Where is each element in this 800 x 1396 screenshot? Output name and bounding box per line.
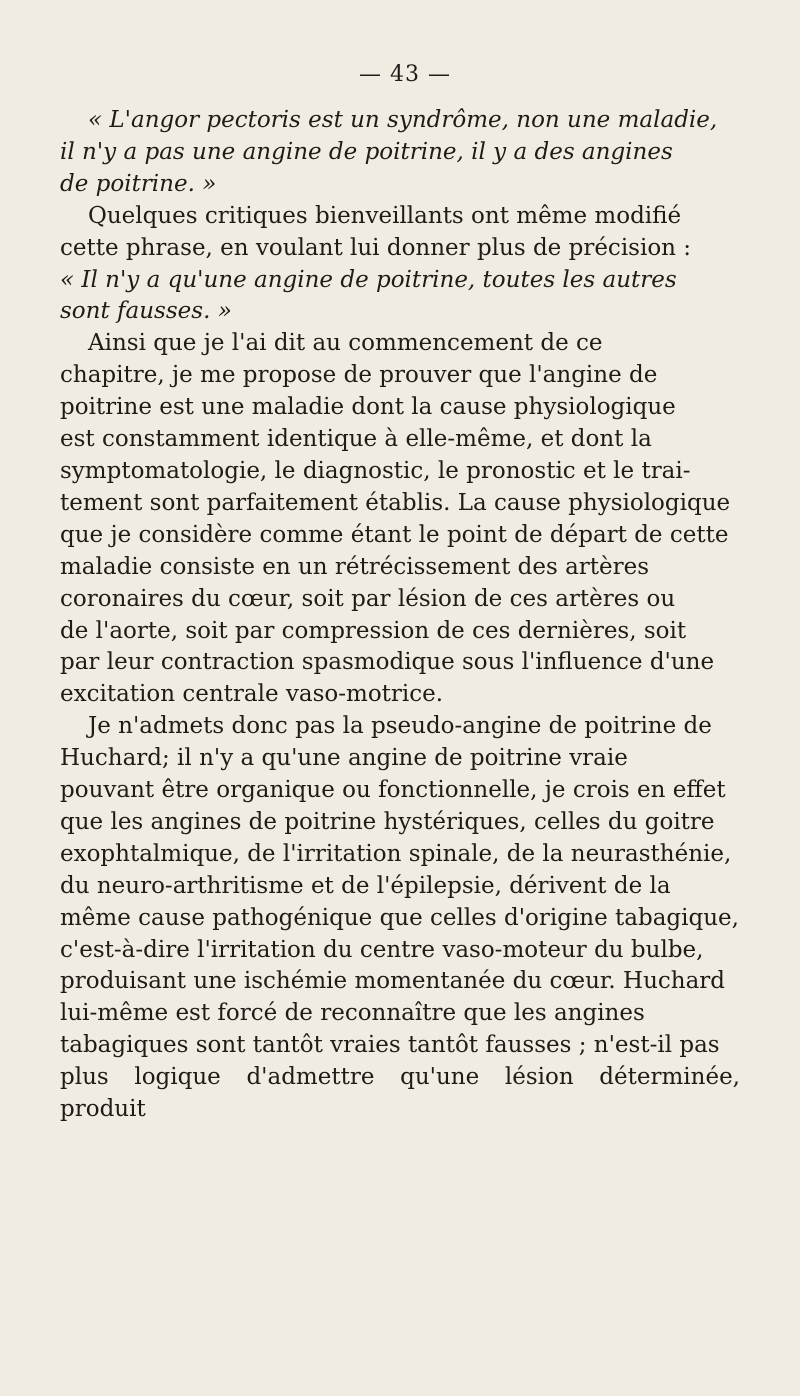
text-line: de poitrine. »	[60, 170, 217, 197]
text-line: sont fausses. »	[60, 298, 232, 325]
text-line: cette phrase, en voulant lui donner plus de précision :	[60, 234, 692, 261]
text-line: exophtalmique, de l'irritation spinale, de la neurasthénie,	[60, 840, 732, 867]
text-line: plus logique d'admettre qu'une lésion déterminée, produit	[60, 1064, 740, 1123]
text-line: Je n'admets donc pas la pseudo-angine de poitrine de	[88, 713, 712, 740]
text-line: que je considère comme étant le point de départ de cette	[60, 521, 729, 548]
text-line: tabagiques sont tantôt vraies tantôt fausses ; n'est-il pas	[60, 1032, 720, 1059]
text-line: coronaires du cœur, soit par lésion de ces artères ou	[60, 585, 676, 612]
text-line: que les angines de poitrine hystériques, celles du goitre	[60, 808, 715, 835]
quote-paragraph-1	[60, 105, 740, 201]
text-line: c'est-à-dire l'irritation du centre vaso-moteur du bulbe,	[60, 936, 704, 963]
text-line: lui-même est forcé de reconnaître que les angines	[60, 1000, 645, 1027]
text-line: excitation centrale vaso-motrice.	[60, 681, 444, 708]
quote-paragraph-3	[60, 265, 740, 329]
text-line: pouvant être organique ou fonctionnelle, je crois en effet	[60, 777, 726, 804]
text-line: « L'angor pectoris est un syndrôme, non une maladie,	[88, 107, 718, 133]
book-page	[60, 62, 740, 1126]
paragraph-5	[60, 711, 740, 1126]
text-line: il n'y a pas une angine de poitrine, il y a des angines	[60, 138, 673, 165]
text-line: « Il n'y a qu'une angine de poitrine, toutes les autres	[60, 266, 677, 293]
page-number: — 43 —	[359, 62, 451, 87]
text-line: symptomatologie, le diagnostic, le pronostic et le trai-	[60, 457, 691, 484]
text-line: du neuro-arthritisme et de l'épilepsie, dérivent de la	[60, 872, 671, 899]
text-line: maladie consiste en un rétrécissement des artères	[60, 553, 650, 580]
text-line: chapitre, je me propose de prouver que l'angine de	[60, 362, 658, 389]
text-line: par leur contraction spasmodique sous l'influence d'une	[60, 649, 715, 676]
text-line: Quelques critiques bienveillants ont même modifié	[88, 202, 682, 229]
text-line: même cause pathogénique que celles d'origine tabagique,	[60, 904, 739, 931]
body-text	[60, 105, 740, 1126]
paragraph-4	[60, 328, 740, 711]
text-line: poitrine est une maladie dont la cause physiologique	[60, 394, 676, 421]
text-line: tement sont parfaitement établis. La cause physiologique	[60, 489, 731, 516]
text-line: Ainsi que je l'ai dit au commencement de ce	[88, 330, 603, 357]
paragraph-2	[60, 201, 740, 265]
text-line: est constamment identique à elle-même, et dont la	[60, 426, 652, 453]
text-line: produisant une ischémie momentanée du cœur. Huchard	[60, 968, 726, 995]
text-line: Huchard; il n'y a qu'une angine de poitrine vraie	[60, 745, 628, 772]
text-line: de l'aorte, soit par compression de ces dernières, soit	[60, 617, 687, 644]
